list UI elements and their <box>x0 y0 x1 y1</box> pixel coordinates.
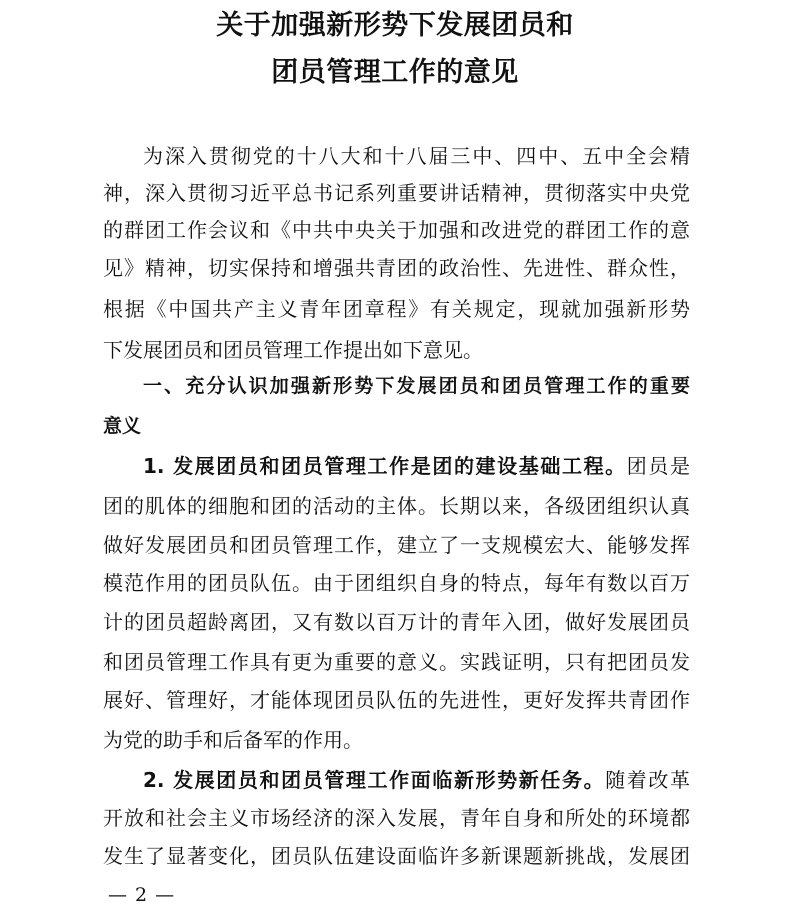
section-heading-line: 意义 <box>103 415 142 437</box>
document-title-line-1: 关于加强新形势下发展团员和 <box>216 10 574 41</box>
paragraph-line: 神，深入贯彻习近平总书记系列重要讲话精神，贯彻落实中央党 <box>103 181 690 205</box>
paragraph-text: 随着改革 <box>605 768 691 792</box>
paragraph-text: 团员是 <box>626 454 691 478</box>
section-heading-line: 一、充分认识加强新形势下发展团员和团员管理工作的重要 <box>143 375 690 397</box>
paragraph-line: 做好发展团员和团员管理工作，建立了一支规模宏大、能够发挥 <box>103 533 690 557</box>
paragraph-line: 为深入贯彻党的十八大和十八届三中、四中、五中全会精 <box>143 144 690 168</box>
paragraph-line: 下发展团员和团员管理工作提出如下意见。 <box>103 338 483 362</box>
paragraph-line: 计的团员超龄离团，又有数以百万计的青年入团，做好发展团员 <box>103 610 690 634</box>
paragraph-line: 团的肌体的细胞和团的活动的主体。长期以来，各级团组织认真 <box>103 494 690 518</box>
paragraph-line <box>143 456 690 476</box>
subheading-lead: 1. 发展团员和团员管理工作是团的建设基础工程。 <box>143 454 627 478</box>
paragraph-line: 和团员管理工作具有更为重要的意义。实践证明，只有把团员发 <box>103 650 690 674</box>
page-number: — 2 — <box>108 884 176 906</box>
subheading-lead: 2. 发展团员和团员管理工作面临新形势新任务。 <box>143 768 606 792</box>
paragraph-line: 展好、管理好，才能体现团员队伍的先进性，更好发挥共青团作 <box>103 688 690 712</box>
paragraph-line: 发生了显著变化，团员队伍建设面临许多新课题新挑战，发展团 <box>103 844 690 868</box>
paragraph-line: 根据《中国共产主义青年团章程》有关规定，现就加强新形势 <box>103 297 690 321</box>
paragraph-line: 模范作用的团员队伍。由于团组织自身的特点，每年有数以百万 <box>103 571 690 595</box>
paragraph-line: 为党的助手和后备军的作用。 <box>103 728 363 752</box>
paragraph-line: 的群团工作会议和《中共中央关于加强和改进党的群团工作的意 <box>103 218 690 242</box>
paragraph-line <box>143 770 690 790</box>
document-title-line-2: 团员管理工作的意见 <box>271 57 519 88</box>
paragraph-line: 开放和社会主义市场经济的深入发展，青年自身和所处的环境都 <box>103 806 690 830</box>
paragraph-line: 见》精神，切实保持和增强共青团的政治性、先进性、群众性， <box>103 256 690 280</box>
